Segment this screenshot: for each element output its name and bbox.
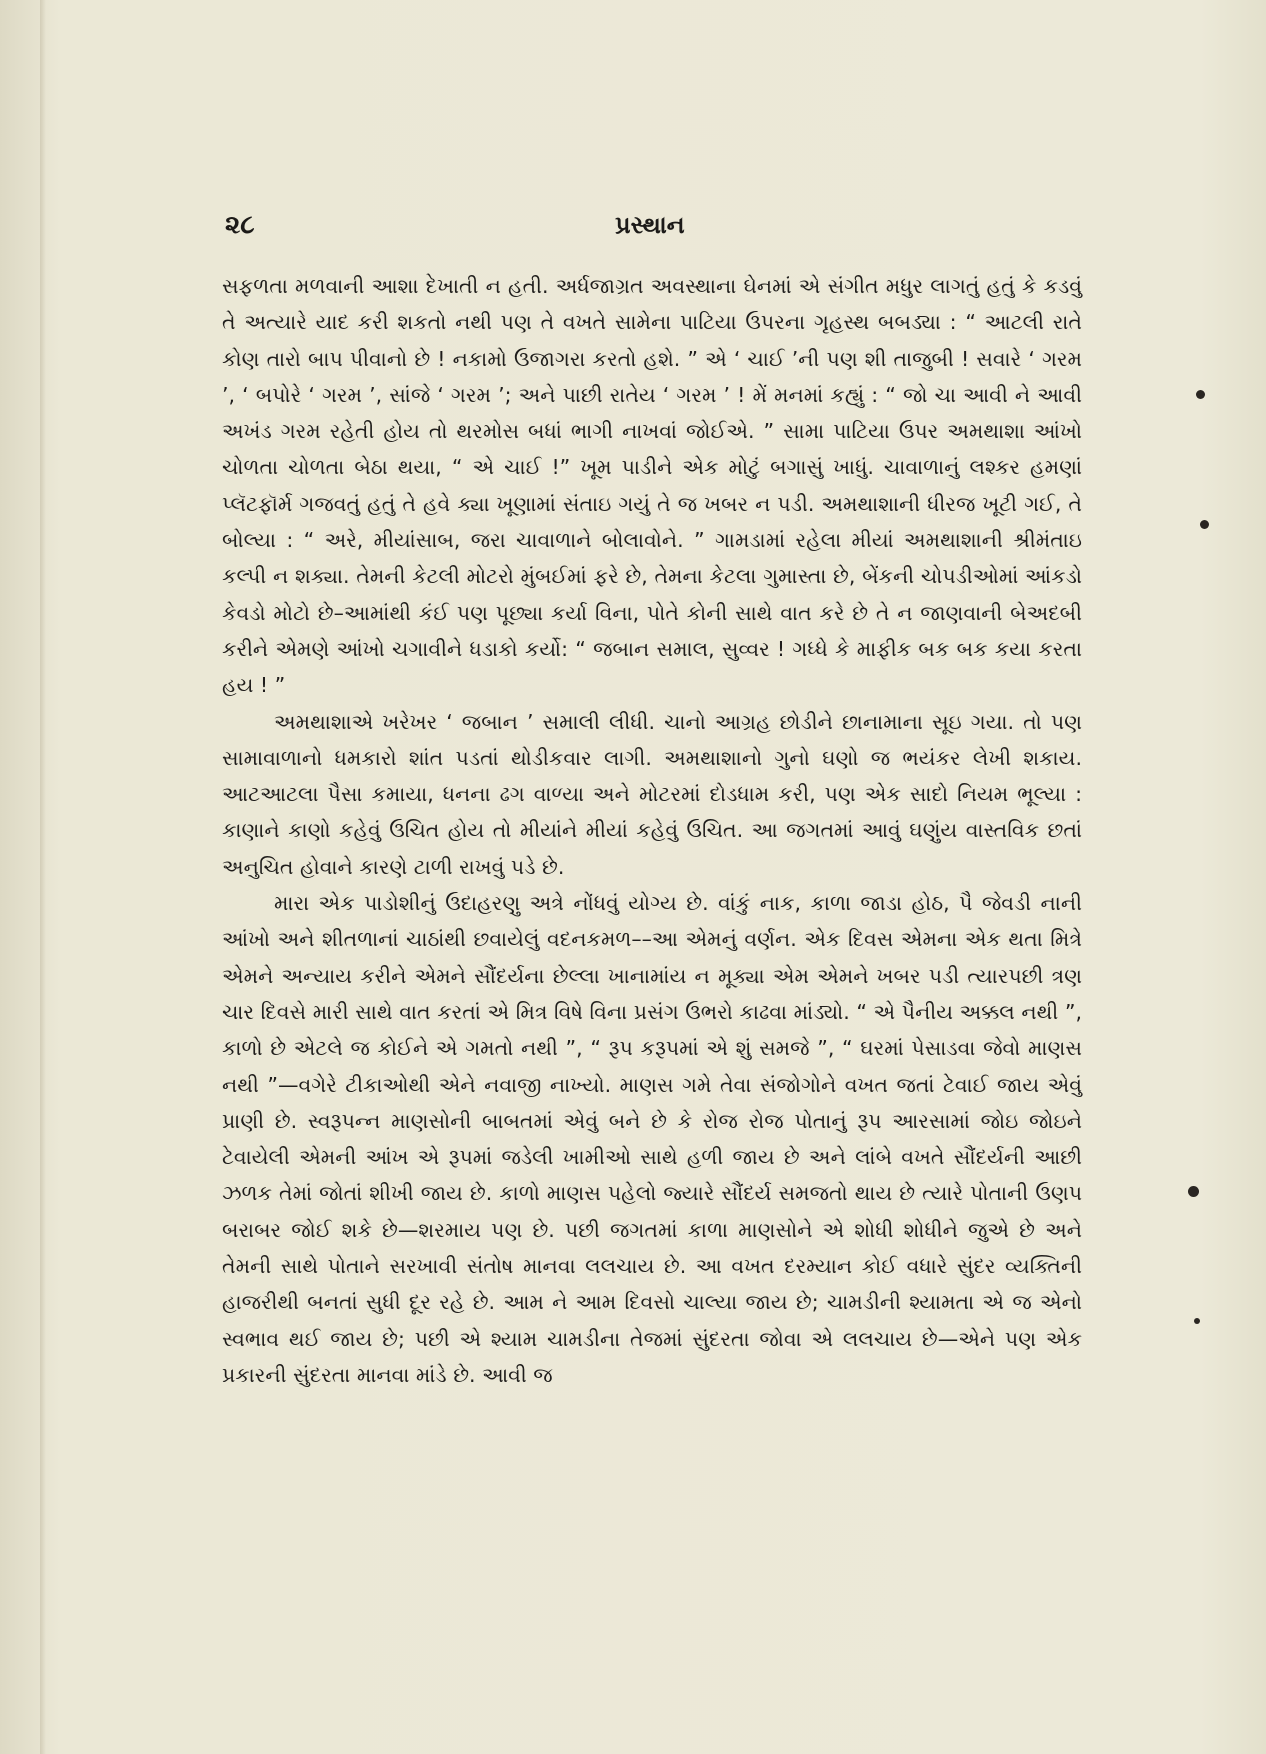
paragraph: સફળતા મળવાની આશા દેખાતી ન હતી. અર્ધજાગ્રત અવસ્થાના ઘેનમાં એ સંગીત મધુર લાગતું હતું કે કડવું તે અત્યારે યાદ કરી શકતો નથી પણ તે વખતે સામેના પાટિયા ઉપરના ગૃહસ્થ બબડ્યા : “ આટલી રાતે કોણ તારો બાપ પીવાનો છે ! નકામો ઉજાગરા કરતો હશે. ” એ ‘ ચાઈ ’ની પણ શી તાજુબી ! સવારે ‘ ગરમ ’, ‘ બપોરે ‘ ગરમ ’, સાંજે ‘ ગરમ ’; અને પાછી રાતેય ‘ ગરમ ’ ! મેં મનમાં કહ્યું : “ જો ચા આવી ને આવી અખંડ ગરમ રહેતી હોય તો થરમોસ બધાં ભાગી નાખવાં જોઈએ. ” સામા પાટિયા ઉપર અમથાશા આંખો ચોળતા ચોળતા બેઠા થયા, “ એ ચાઈ !” ખૂમ પાડીને એક મોટું બગાસું ખાધું. ચાવાળાનું લશ્કર હમણાં પ્લૅટફૉર્મ ગજવતું હતું તે હવે ક્યા ખૂણામાં સંતાઇ ગયું તે જ ખબર ન પડી. અમથાશાની ધીરજ ખૂટી ગઈ, તે બોલ્યા : “ અરે, મીયાંસાબ, જરા ચાવાળાને બોલાવોને. ” ગામડામાં રહેલા મીયાં અમથાશાની શ્રીમંતાઇ કલ્પી ન શક્યા. તેમની કેટલી મોટરો મુંબઈમાં ફરે છે, તેમના કેટલા ગુમાસ્તા છે, બેંકની ચોપડીઓમાં આંકડો કેવડો મોટો છે–આમાંથી કંઈ પણ પૂછ્યા કર્યા વિના, પોતે કોની સાથે વાત કરે છે તે ન જાણવાની બેઅદબી કરીને એમણે આંખો ચગાવીને ધડાકો કર્યો: “ જબાન સમાલ, સુવ્વર ! ગધ્ધે કે માફીક બક બક કયા કરતા હય ! ” — [222, 274, 1082, 698]
margin-speck — [1200, 520, 1209, 529]
page-header — [225, 210, 1076, 250]
paragraph: મારા એક પાડોશીનું ઉદાહરણુ અત્રે નોંધવું યોગ્ય છે. વાંકું નાક, કાળા જાડા હોઠ, પૈ જેવડી નાની આંખો અને શીતળાનાં ચાઠાંથી છવાયેલું વદનકમળ––આ એમનું વર્ણન. એક દિવસ એમના એક થતા મિત્રે એમને અન્યાય કરીને એમને સૌંદર્યના છેલ્લા ખાનામાંય ન મૂક્યા એમ એમને ખબર પડી ત્યારપછી ત્રણ ચાર દિવસે મારી સાથે વાત કરતાં એ મિત્ર વિષે વિના પ્રસંગ ઉભરો કાઢવા માંડ્યો. “ એ પૈનીય અક્કલ નથી ”, કાળો છે એટલે જ કોઈને એ ગમતો નથી ”, “ રૂપ કરૂપમાં એ શું સમજે ”, “ ઘરમાં પેસાડવા જેવો માણસ નથી ”—વગેરે ટીકાઓથી એને નવાજી નાખ્યો. માણસ ગમે તેવા સંજોગોને વખત જતાં ટેવાઈ જાય એવું પ્રાણી છે. સ્વરૂપન્ન માણસોની બાબતમાં એવું બને છે કે રોજ રોજ પોતાનું રૂપ આરસામાં જોઇ જોઇને ટેવાયેલી એમની આંખ એ રૂપમાં જડેલી ખામીઓ સાથે હળી જાય છે અને લાંબે વખતે સૌંદર્યની આછી ઝળક તેમાં જોતાં શીખી જાય છે. કાળો માણસ પહેલો જ્યારે સૌંદર્ય સમજતો થાય છે ત્યારે પોતાની ઉણપ બરાબર જોઈ શકે છે—શરમાય પણ છે. પછી જગતમાં કાળા માણસોને એ શોધી શોધીને જુએ છે અને તેમની સાથે પોતાને સરખાવી સંતોષ માનવા લલચાય છે. આ વખત દરમ્યાન કોઈ વધારે સુંદર વ્યક્તિની હાજરીથી બનતાં સુધી દૂર રહે છે. આમ ને આમ દિવસો ચાલ્યા જાય છે; ચામડીની શ્યામતા એ જ એનો સ્વભાવ થઈ જાય છે; પછી એ શ્યામ ચામડીના તેજમાં સુંદરતા જોવા એ લલચાય છે—એને પણ એક પ્રકારની સુંદરતા માનવા માંડે છે. આવી જ — [222, 891, 1082, 1387]
paragraph: અમથાશાએ ખરેખર ‘ જબાન ’ સમાલી લીધી. ચાનો આગ્રહ છોડીને છાનામાના સૂઇ ગયા. તો પણ સામાવાળાનો ધમકારો શાંત પડતાં થોડીકવાર લાગી. અમથાશાનો ગુનો ઘણો જ ભયંકર લેખી શકાય. આટઆટલા પૈસા કમાયા, ધનના ઢગ વાળ્યા અને મોટરમાં દોડધામ કરી, પણ એક સાદો નિયમ ભૂલ્યા : કાણાને કાણો કહેવું ઉચિત હોય તો મીયાંને મીયાં કહેવું ઉચિત. આ જગતમાં આવું ઘણુંય વાસ્તવિક છતાં અનુચિત હોવાને કારણે ટાળી રાખવું પડે છે. — [222, 709, 1082, 879]
margin-speck — [1188, 1186, 1199, 1197]
page-number: ૨૮ — [225, 210, 255, 240]
body-text — [222, 268, 1082, 1393]
margin-speck — [1196, 390, 1205, 399]
running-title: પ્રસ્થાન — [615, 210, 685, 239]
page-gutter-shadow — [40, 0, 46, 1754]
margin-speck — [1194, 1318, 1200, 1324]
